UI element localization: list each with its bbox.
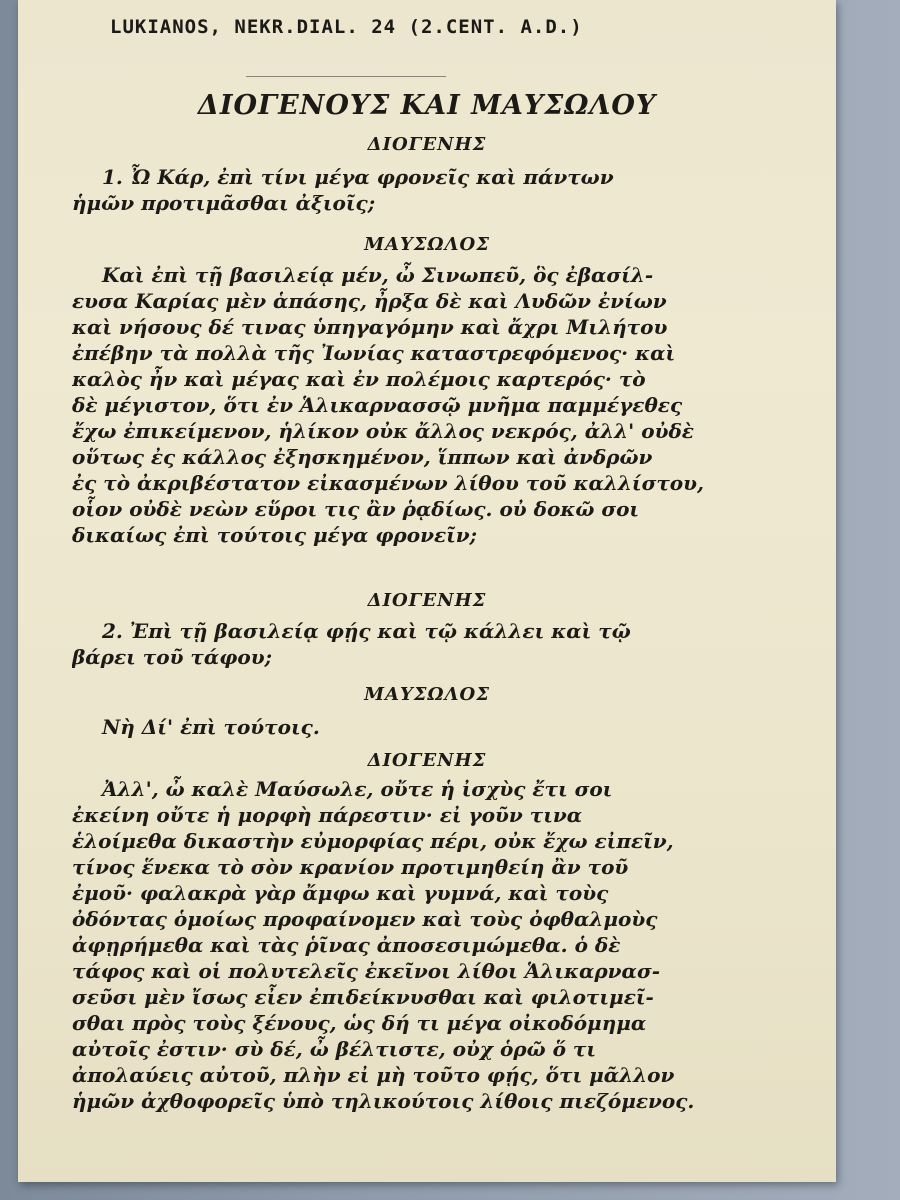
text-line: βάρει τοῦ τάφου; bbox=[72, 645, 272, 669]
text-line: ἀφῃρήμεθα καὶ τὰς ῥῖνας ἀποσεσιμώμεθα. ὁ δὲ bbox=[72, 933, 621, 957]
text-line: ἐκείνη οὔτε ἡ μορφὴ πάρεστιν· εἰ γοῦν τινα bbox=[72, 803, 583, 827]
text-line: καλὸς ἦν καὶ μέγας καὶ ἐν πολέμοις καρτερός· τὸ bbox=[72, 367, 646, 391]
speech-paragraph bbox=[72, 776, 812, 1114]
text-line: ἐς τὸ ἀκριβέστατον εἰκασμένων λίθου τοῦ καλλίστου, bbox=[72, 471, 704, 495]
text-line: ἀπολαύεις αὐτοῦ, πλὴν εἰ μὴ τοῦτο φῄς, ὅτι μᾶλλον bbox=[72, 1063, 675, 1087]
text-line: ἔχω ἐπικείμενον, ἡλίκον οὐκ ἄλλος νεκρός, ἀλλ' οὐδὲ bbox=[72, 419, 694, 443]
text-line: ευσα Καρίας μὲν ἁπάσης, ἦρξα δὲ καὶ Λυδῶν ἐνίων bbox=[72, 289, 667, 313]
source-header: LUKIANOS, NEKR.DIAL. 24 (2.CENT. A.D.) bbox=[110, 16, 583, 38]
text-line: ἡμῶν ἀχθοφορεῖς ὑπὸ τηλικούτοις λίθοις πιεζόμενος. bbox=[72, 1089, 695, 1113]
text-line: σθαι πρὸς τοὺς ξένους, ὡς δή τι μέγα οἰκοδόμημα bbox=[72, 1011, 647, 1035]
text-line: αὐτοῖς ἐστιν· σὺ δέ, ὦ βέλτιστε, οὐχ ὁρῶ ὅ τι bbox=[72, 1037, 597, 1061]
text-line: οὕτως ἐς κάλλος ἐξησκημένον, ἵππων καὶ ἀνδρῶν bbox=[72, 445, 653, 469]
text-line: καὶ νήσους δέ τινας ὑπηγαγόμην καὶ ἄχρι Μιλήτου bbox=[72, 315, 668, 339]
text-line: ἐπέβην τὰ πολλὰ τῆς Ἰωνίας καταστρεφόμενος· καὶ bbox=[72, 341, 676, 365]
speaker-heading: ΔΙΟΓΕΝΗΣ bbox=[367, 590, 487, 611]
text-line: ὀδόντας ὁμοίως προφαίνομεν καὶ τοὺς ὀφθαλμοὺς bbox=[72, 907, 658, 931]
speech-paragraph bbox=[72, 262, 812, 548]
speaker-heading: ΔΙΟΓΕΝΗΣ bbox=[367, 134, 487, 155]
text-line: δὲ μέγιστον, ὅτι ἐν Ἁλικαρνασσῷ μνῆμα παμμέγεθες bbox=[72, 393, 683, 417]
text-line: 2. Ἐπὶ τῇ βασιλείᾳ φῄς καὶ τῷ κάλλει καὶ τῷ bbox=[102, 619, 631, 643]
speech-paragraph bbox=[72, 164, 812, 216]
dialogue-title: ΔΙΟΓΕΝΟΥΣ ΚΑΙ ΜΑΥΣΩΛΟΥ bbox=[197, 90, 657, 121]
text-line: ἑλοίμεθα δικαστὴν εὐμορφίας πέρι, οὐκ ἔχω εἰπεῖν, bbox=[72, 829, 674, 853]
speaker-heading: ΜΑΥΣΩΛΟΣ bbox=[364, 684, 490, 705]
divider-rule bbox=[246, 76, 446, 77]
text-line: Ἀλλ', ὦ καλὲ Μαύσωλε, οὔτε ἡ ἰσχὺς ἔτι σοι bbox=[102, 777, 613, 801]
text-line: Νὴ Δί' ἐπὶ τούτοις. bbox=[102, 715, 320, 739]
text-line: τάφος καὶ οἱ πολυτελεῖς ἐκεῖνοι λίθοι Ἁλικαρνασ- bbox=[72, 959, 660, 983]
text-line: ἐμοῦ· φαλακρὰ γὰρ ἄμφω καὶ γυμνά, καὶ τοὺς bbox=[72, 881, 609, 905]
speaker-heading: ΔΙΟΓΕΝΗΣ bbox=[367, 750, 487, 771]
text-line: τίνος ἕνεκα τὸ σὸν κρανίον προτιμηθείη ἂν τοῦ bbox=[72, 855, 629, 879]
speech-paragraph bbox=[72, 618, 812, 670]
text-line: Καὶ ἐπὶ τῇ βασιλείᾳ μέν, ὦ Σινωπεῦ, ὃς ἐβασίλ- bbox=[102, 263, 654, 287]
text-line: δικαίως ἐπὶ τούτοις μέγα φρονεῖν; bbox=[72, 523, 478, 547]
speech-paragraph bbox=[72, 714, 812, 740]
speaker-heading: ΜΑΥΣΩΛΟΣ bbox=[364, 234, 490, 255]
text-card bbox=[18, 0, 836, 1182]
text-line: ἡμῶν προτιμᾶσθαι ἀξιοῖς; bbox=[72, 191, 376, 215]
text-line: σεῦσι μὲν ἴσως εἶεν ἐπιδείκνυσθαι καὶ φιλοτιμεῖ- bbox=[72, 985, 654, 1009]
text-line: 1. Ὦ Κάρ, ἐπὶ τίνι μέγα φρονεῖς καὶ πάντων bbox=[102, 165, 614, 189]
text-line: οἷον οὐδὲ νεὼν εὕροι τις ἂν ῥᾳδίως. οὐ δοκῶ σοι bbox=[72, 497, 640, 521]
